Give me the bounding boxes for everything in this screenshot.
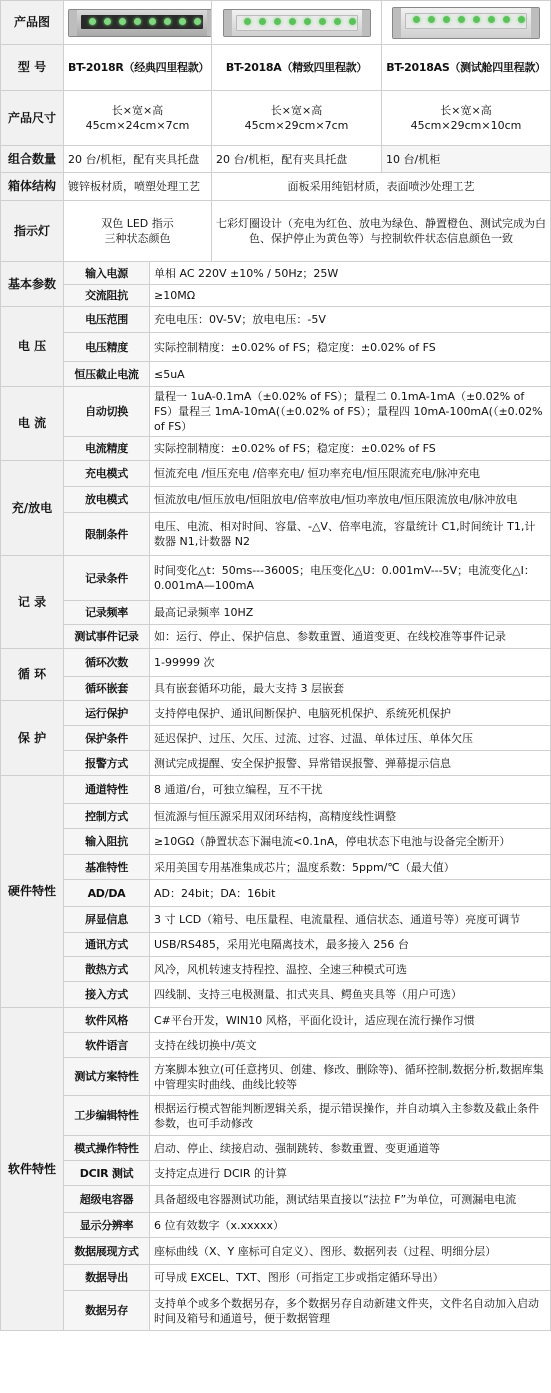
spec-row	[1, 387, 551, 437]
spec-row-label: AD/DA	[64, 880, 150, 907]
product-image-cell	[64, 1, 212, 45]
spec-row-value: 方案脚本独立(可任意拷贝、创建、修改、删除等)、循环控制,数据分析,数据库集中管理实时曲线、曲线比较等	[150, 1058, 551, 1096]
spec-row	[1, 1238, 551, 1265]
spec-row-label: 电压范围	[64, 307, 150, 333]
spec-group-label: 充/放电	[1, 461, 64, 556]
spec-row-label: 运行保护	[64, 701, 150, 726]
spec-row-label: DCIR 测试	[64, 1161, 150, 1186]
spec-row	[1, 804, 551, 829]
count-row	[1, 146, 551, 173]
indicator-label: 指示灯	[1, 201, 64, 262]
spec-row-label: 记录条件	[64, 556, 150, 601]
spec-row	[1, 1213, 551, 1238]
spec-row-label: 模式操作特性	[64, 1136, 150, 1161]
count-value: 10 台/机柜	[382, 146, 551, 173]
spec-row	[1, 701, 551, 726]
count-value: 20 台/机柜，配有夹具托盘	[64, 146, 212, 173]
spec-group-label: 循 环	[1, 649, 64, 701]
indicator-basic	[64, 201, 212, 262]
spec-row-value: 1-99999 次	[150, 649, 551, 677]
spec-row	[1, 1008, 551, 1033]
spec-row-label: 软件语言	[64, 1033, 150, 1058]
spec-row-value: 实际控制精度：±0.02% of FS；稳定度：±0.02% of FS	[150, 437, 551, 461]
spec-row-value: 启动、停止、续接启动、强制跳转、参数重置、变更通道等	[150, 1136, 551, 1161]
spec-row-label: 工步编辑特性	[64, 1096, 150, 1136]
size-cell	[64, 91, 212, 146]
spec-row	[1, 649, 551, 677]
spec-row	[1, 776, 551, 804]
spec-row-value: 8 通道/台，可独立编程，互不干扰	[150, 776, 551, 804]
case-value: 镀锌板材质，喷塑处理工艺	[64, 173, 212, 201]
spec-row-label: 自动切换	[64, 387, 150, 437]
spec-row-label: 报警方式	[64, 751, 150, 776]
spec-row-value: 单相 AC 220V ±10% / 50Hz；25W	[150, 262, 551, 285]
spec-row-value: 可导成 EXCEL、TXT、图形（可指定工步或指定循环导出）	[150, 1265, 551, 1291]
spec-row-value: 3 寸 LCD（箱号、电压量程、电流量程、通信状态、通道号等）亮度可调节	[150, 907, 551, 933]
spec-row	[1, 1096, 551, 1136]
spec-row	[1, 362, 551, 387]
spec-row-value: 实际控制精度：±0.02% of FS；稳定度：±0.02% of FS	[150, 333, 551, 362]
spec-row	[1, 437, 551, 461]
spec-row-label: 放电模式	[64, 487, 150, 513]
spec-row-label: 测试方案特性	[64, 1058, 150, 1096]
spec-row	[1, 677, 551, 701]
product-image-label: 产品图	[1, 1, 64, 45]
spec-row-value: C#平台开发，WIN10 风格，平面化设计，适应现在流行操作习惯	[150, 1008, 551, 1033]
spec-row-label: 超级电容器	[64, 1186, 150, 1213]
spec-row	[1, 556, 551, 601]
spec-row-value: 风冷，风机转速支持程控、温控、全速三种模式可选	[150, 957, 551, 982]
spec-row	[1, 907, 551, 933]
spec-row-label: 控制方式	[64, 804, 150, 829]
spec-row-value: 采用美国专用基准集成芯片；温度系数：5ppm/℃（最大值）	[150, 855, 551, 880]
size-label: 产品尺寸	[1, 91, 64, 146]
spec-row	[1, 513, 551, 556]
case-row	[1, 173, 551, 201]
spec-row-label: 数据展现方式	[64, 1238, 150, 1265]
spec-row-label: 基准特性	[64, 855, 150, 880]
spec-row-label: 电压精度	[64, 333, 150, 362]
spec-row-value: 6 位有效数字（x.xxxxx）	[150, 1213, 551, 1238]
spec-row-label: 软件风格	[64, 1008, 150, 1033]
spec-table-body	[1, 1, 551, 1331]
spec-row-value: 如：运行、停止、保护信息、参数重置、通道变更、在线校准等事件记录	[150, 625, 551, 649]
spec-row-value: ≤5uA	[150, 362, 551, 387]
spec-row-label: 接入方式	[64, 982, 150, 1008]
count-label: 组合数量	[1, 146, 64, 173]
spec-group-label: 保 护	[1, 701, 64, 776]
spec-row-value: 量程一 1uA-0.1mA（±0.02% of FS）；量程二 0.1mA-1mA（±0.02% of FS）量程三 1mA-10mA(（±0.02% of FS）；量程四 10mA-100mA(（±0.02% of FS）	[150, 387, 551, 437]
spec-row	[1, 487, 551, 513]
indicator-row	[1, 201, 551, 262]
spec-group-label: 记 录	[1, 556, 64, 649]
spec-row	[1, 307, 551, 333]
spec-row-value: 测试完成提醒、安全保护报警、异常错误报警、弹幕提示信息	[150, 751, 551, 776]
spec-row-label: 显示分辨率	[64, 1213, 150, 1238]
size-cell	[382, 91, 551, 146]
spec-row-label: 保护条件	[64, 726, 150, 751]
spec-row-label: 电流精度	[64, 437, 150, 461]
spec-row	[1, 829, 551, 855]
spec-row-value: 支持停电保护、通讯间断保护、电脑死机保护、系统死机保护	[150, 701, 551, 726]
spec-row	[1, 1186, 551, 1213]
case-label: 箱体结构	[1, 173, 64, 201]
bt-2018a-device-image	[223, 9, 371, 37]
spec-row-value: 支持定点进行 DCIR 的计算	[150, 1161, 551, 1186]
spec-row-value: USB/RS485，采用光电隔离技术，最多接入 256 台	[150, 933, 551, 957]
indicator-basic-line: 三种状态颜色	[104, 232, 171, 245]
product-image-row	[1, 1, 551, 45]
spec-row	[1, 285, 551, 307]
spec-row-value: 支持在线切换中/英文	[150, 1033, 551, 1058]
size-caption: 长×宽×高	[270, 104, 323, 117]
spec-row-label: 循环次数	[64, 649, 150, 677]
size-caption: 长×宽×高	[440, 104, 492, 117]
spec-row-label: 输入电源	[64, 262, 150, 285]
model-name: BT-2018AS（测试舱四里程款）	[382, 45, 551, 91]
spec-row-label: 数据另存	[64, 1291, 150, 1331]
size-caption: 长×宽×高	[111, 104, 164, 117]
spec-row-label: 屏显信息	[64, 907, 150, 933]
spec-row	[1, 1058, 551, 1096]
spec-row	[1, 1265, 551, 1291]
spec-row-value: 延迟保护、过压、欠压、过流、过容、过温、单体过压、单体欠压	[150, 726, 551, 751]
spec-row-value: 座标曲线（X、Y 座标可自定义）、图形、数据列表（过程、明细分层）	[150, 1238, 551, 1265]
spec-row-label: 限制条件	[64, 513, 150, 556]
spec-row-value: 充电电压：0V-5V；放电电压：-5V	[150, 307, 551, 333]
spec-row	[1, 982, 551, 1008]
bt-2018r-device-image	[68, 9, 212, 37]
spec-row-value: 四线制、支持三电极测量、扣式夹具、鳄鱼夹具等（用户可选）	[150, 982, 551, 1008]
spec-row	[1, 333, 551, 362]
spec-row-label: 数据导出	[64, 1265, 150, 1291]
indicator-color-ring: 七彩灯圈设计（充电为红色、放电为绿色、静置橙色、测试完成为白色、保护停止为黄色等）与控制软件状态信息颜色一致	[212, 201, 551, 262]
spec-row-value: 恒流源与恒压源采用双闭环结构，高精度线性调整	[150, 804, 551, 829]
spec-group-label: 电 压	[1, 307, 64, 387]
spec-row-value: 恒流充电 /恒压充电 /倍率充电/ 恒功率充电/恒压限流充电/脉冲充电	[150, 461, 551, 487]
indicator-basic-line: 双色 LED 指示	[101, 217, 174, 230]
product-image-cell	[382, 1, 551, 45]
spec-row	[1, 461, 551, 487]
spec-group-label: 软件特性	[1, 1008, 64, 1331]
spec-group-label: 硬件特性	[1, 776, 64, 1008]
product-image-cell	[212, 1, 382, 45]
count-value: 20 台/机柜，配有夹具托盘	[212, 146, 382, 173]
spec-row	[1, 1161, 551, 1186]
spec-group-label: 电 流	[1, 387, 64, 461]
spec-row-label: 交流阻抗	[64, 285, 150, 307]
spec-row	[1, 1291, 551, 1331]
model-name: BT-2018R（经典四里程款）	[64, 45, 212, 91]
spec-group-label: 基本参数	[1, 262, 64, 307]
size-cell	[212, 91, 382, 146]
spec-row-label: 输入阻抗	[64, 829, 150, 855]
spec-row	[1, 957, 551, 982]
model-label: 型 号	[1, 45, 64, 91]
model-row	[1, 45, 551, 91]
spec-row	[1, 855, 551, 880]
size-value: 45cm×29cm×7cm	[244, 119, 349, 132]
spec-row-label: 记录频率	[64, 601, 150, 625]
spec-row-value: ≥10MΩ	[150, 285, 551, 307]
spec-row-value: AD：24bit；DA：16bit	[150, 880, 551, 907]
spec-row-label: 通道特性	[64, 776, 150, 804]
spec-row	[1, 726, 551, 751]
spec-row-label: 充电模式	[64, 461, 150, 487]
size-row	[1, 91, 551, 146]
case-value: 面板采用纯铝材质，表面喷沙处理工艺	[212, 173, 551, 201]
spec-row-label: 恒压截止电流	[64, 362, 150, 387]
spec-row-value: 支持单个或多个数据另存，多个数据另存自动新建文件夹，文件名自动加入启动时间及箱号和通道号，便于数据管理	[150, 1291, 551, 1331]
model-name: BT-2018A（精致四里程款）	[212, 45, 382, 91]
spec-row	[1, 625, 551, 649]
spec-row	[1, 751, 551, 776]
size-value: 45cm×29cm×10cm	[410, 119, 522, 132]
spec-row-value: 根据运行模式智能判断逻辑关系，提示错误操作，并自动填入主参数及截止条件参数，也可手动修改	[150, 1096, 551, 1136]
spec-row-value: 具备超级电容器测试功能，测试结果直接以“法拉 F”为单位，可测漏电电流	[150, 1186, 551, 1213]
spec-row-label: 通讯方式	[64, 933, 150, 957]
spec-row-value: 时间变化△t：50ms---3600S；电压变化△U：0.001mV---5V；电流变化△I：0.001mA—100mA	[150, 556, 551, 601]
spec-row	[1, 262, 551, 285]
spec-row	[1, 880, 551, 907]
spec-row	[1, 601, 551, 625]
spec-row	[1, 1136, 551, 1161]
spec-row-value: 电压、电流、相对时间、容量、-△V、倍率电流，容量统计 C1,时间统计 T1,计数器 N1,计数器 N2	[150, 513, 551, 556]
spec-row-label: 测试事件记录	[64, 625, 150, 649]
spec-row-label: 循环嵌套	[64, 677, 150, 701]
spec-row	[1, 933, 551, 957]
spec-row-value: 恒流放电/恒压放电/恒阻放电/倍率放电/恒功率放电/恒压限流放电/脉冲放电	[150, 487, 551, 513]
spec-row-value: 具有嵌套循环功能，最大支持 3 层嵌套	[150, 677, 551, 701]
spec-row-value: 最高记录频率 10HZ	[150, 601, 551, 625]
spec-row-value: ≥10GΩ（静置状态下漏电流<0.1nA，停电状态下电池与设备完全断开）	[150, 829, 551, 855]
bt-2018as-device-image	[392, 7, 540, 39]
spec-row	[1, 1033, 551, 1058]
size-value: 45cm×24cm×7cm	[85, 119, 190, 132]
spec-row-label: 散热方式	[64, 957, 150, 982]
